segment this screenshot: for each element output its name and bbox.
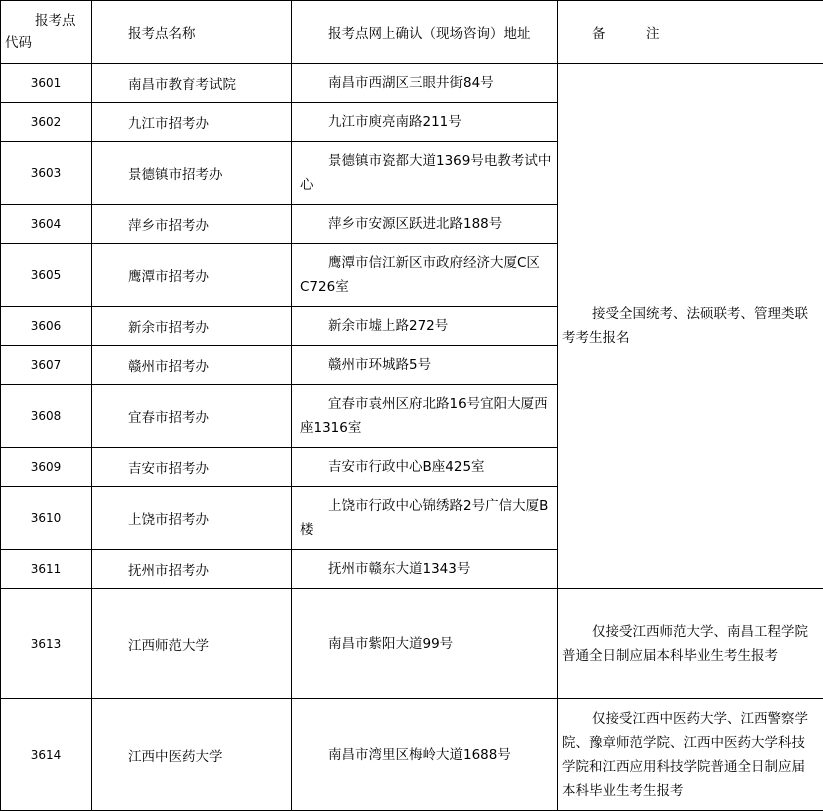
site-address: 景德镇市瓷都大道1369号电教考试中心 — [292, 142, 558, 205]
header-name: 报考点名称 — [92, 1, 292, 64]
header-note: 备 注 — [558, 1, 823, 64]
site-code: 3613 — [1, 589, 92, 699]
site-code: 3608 — [1, 385, 92, 448]
site-address: 新余市墟上路272号 — [292, 307, 558, 346]
site-code: 3601 — [1, 64, 92, 103]
note-row-3613: 仅接受江西师范大学、南昌工程学院普通全日制应届本科毕业生考生报考 — [558, 589, 823, 699]
site-address: 南昌市湾里区梅岭大道1688号 — [292, 699, 558, 811]
site-address: 吉安市行政中心B座425室 — [292, 448, 558, 487]
site-name: 赣州市招考办 — [92, 346, 292, 385]
site-name: 景德镇市招考办 — [92, 142, 292, 205]
site-name: 江西中医药大学 — [92, 699, 292, 811]
site-address: 鹰潭市信江新区市政府经济大厦C区C726室 — [292, 244, 558, 307]
header-code-line2: 代码 — [1, 32, 91, 54]
site-address: 萍乡市安源区跃进北路188号 — [292, 205, 558, 244]
header-code-line1: 报考点 — [1, 10, 91, 32]
note-row-3614: 仅接受江西中医药大学、江西警察学院、豫章师范学院、江西中医药大学科技学院和江西应用科技学院普通全日制应届本科毕业生考生报考 — [558, 699, 823, 811]
header-address: 报考点网上确认（现场咨询）地址 — [292, 1, 558, 64]
site-address: 九江市庾亮南路211号 — [292, 103, 558, 142]
table-row — [1, 699, 823, 811]
site-name: 上饶市招考办 — [92, 487, 292, 550]
site-address: 上饶市行政中心锦绣路2号广信大厦B楼 — [292, 487, 558, 550]
site-code: 3605 — [1, 244, 92, 307]
site-name: 宜春市招考办 — [92, 385, 292, 448]
site-name: 九江市招考办 — [92, 103, 292, 142]
site-code: 3610 — [1, 487, 92, 550]
site-code: 3607 — [1, 346, 92, 385]
site-name: 南昌市教育考试院 — [92, 64, 292, 103]
site-address: 南昌市西湖区三眼井街84号 — [292, 64, 558, 103]
site-name: 吉安市招考办 — [92, 448, 292, 487]
site-code: 3606 — [1, 307, 92, 346]
site-code: 3603 — [1, 142, 92, 205]
header-row — [1, 1, 823, 64]
note-national-exams: 接受全国统考、法硕联考、管理类联考考生报名 — [558, 64, 823, 589]
site-name: 江西师范大学 — [92, 589, 292, 699]
site-address: 南昌市紫阳大道99号 — [292, 589, 558, 699]
site-code: 3602 — [1, 103, 92, 142]
header-code — [1, 1, 92, 64]
site-code: 3609 — [1, 448, 92, 487]
site-address: 赣州市环城路5号 — [292, 346, 558, 385]
site-code: 3611 — [1, 550, 92, 589]
site-name: 抚州市招考办 — [92, 550, 292, 589]
site-address: 宜春市袁州区府北路16号宜阳大厦西座1316室 — [292, 385, 558, 448]
site-name: 新余市招考办 — [92, 307, 292, 346]
site-code: 3604 — [1, 205, 92, 244]
site-code: 3614 — [1, 699, 92, 811]
table-row — [1, 64, 823, 103]
table-row — [1, 589, 823, 699]
site-address: 抚州市赣东大道1343号 — [292, 550, 558, 589]
site-name: 萍乡市招考办 — [92, 205, 292, 244]
site-name: 鹰潭市招考办 — [92, 244, 292, 307]
